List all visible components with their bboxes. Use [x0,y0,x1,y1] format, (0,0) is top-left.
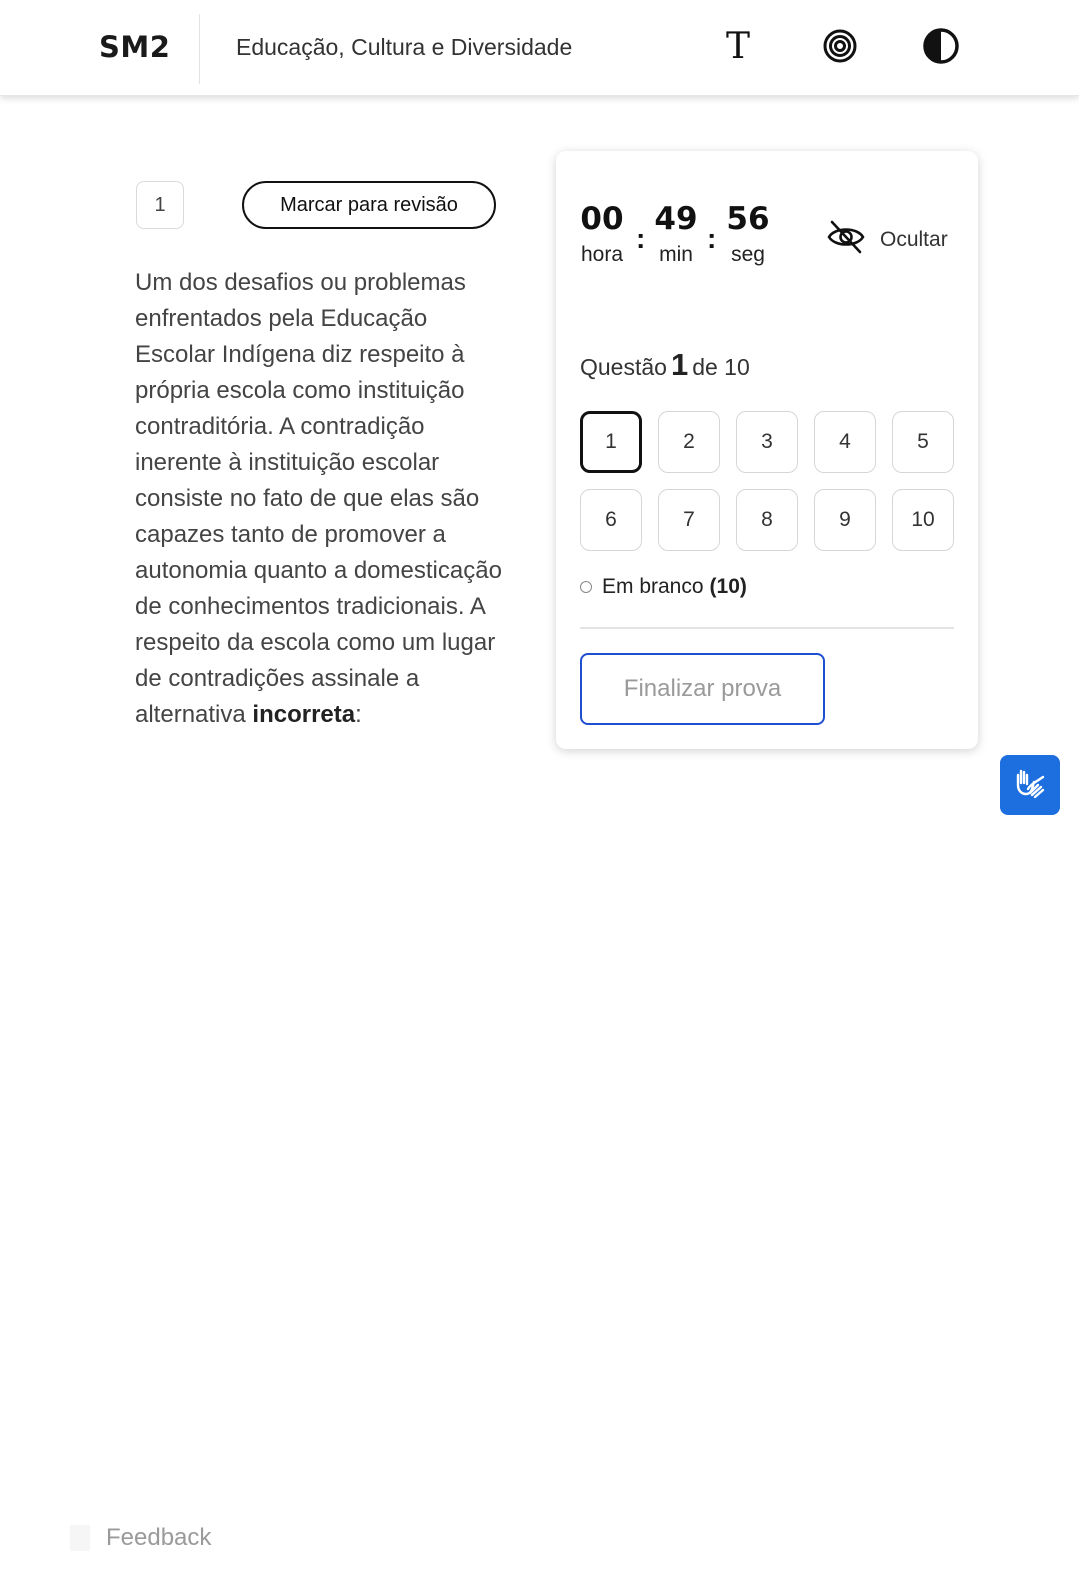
question-text-end: : [355,701,362,728]
feedback-label: Feedback [106,1524,212,1551]
timer-separator: : [636,223,646,254]
progress-prefix: Questão [580,354,667,380]
blank-questions-legend [580,575,747,599]
hide-timer-button[interactable] [826,219,948,260]
finish-exam-button[interactable]: Finalizar prova [580,653,825,725]
feedback-icon [70,1525,90,1551]
timer-hours [578,201,626,267]
question-nav-button[interactable]: 5 [892,411,954,473]
blank-status-dot-icon [580,581,592,593]
exam-side-panel [556,151,978,749]
timer-minutes-label: min [659,243,693,266]
brand-logo: SM2 [99,30,171,64]
blank-label: Em branco [602,575,704,598]
question-nav-button[interactable]: 8 [736,489,798,551]
font-size-icon[interactable]: T [725,25,750,67]
question-text-main: Um dos desafios ou problemas enfrentados pela Educação Escolar Indígena diz respeito à própria escola como instituição contraditória. A contradição inerente à instituição escolar consiste no fato de que elas são capazes tanto de promover a autonomia quanto a domesticação de conhecimentos tradicionais. A respeito da escola como um lugar de contradições assinale a alternativa [135,269,502,728]
timer-minutes [654,201,698,267]
blank-count: (10) [709,575,747,598]
hide-timer-label: Ocultar [880,227,948,251]
header-divider [199,14,200,84]
timer-hours-label: hora [580,243,624,266]
question-statement [135,265,505,733]
mark-for-review-button[interactable]: Marcar para revisão [242,181,496,229]
timer-hours-value: 00 [580,201,624,237]
timer-seconds [726,201,770,267]
question-nav-button[interactable]: 6 [580,489,642,551]
question-text-bold: incorreta [252,701,356,728]
contrast-icon[interactable] [921,26,961,66]
progress-current: 1 [670,347,689,382]
question-nav-button[interactable]: 7 [658,489,720,551]
question-nav-button[interactable]: 9 [814,489,876,551]
target-icon[interactable] [820,26,860,66]
timer-seconds-label: seg [731,243,765,266]
question-nav-button[interactable]: 4 [814,411,876,473]
top-header [0,0,1079,96]
question-number-badge: 1 [136,181,184,229]
course-title: Educação, Cultura e Diversidade [236,34,573,60]
eye-off-icon [826,219,866,260]
timer-minutes-value: 49 [654,201,698,237]
question-nav-button[interactable]: 1 [580,411,642,473]
timer-seconds-value: 56 [726,201,770,237]
sign-language-hands-icon [1010,763,1050,808]
panel-divider [580,627,954,629]
feedback-link[interactable] [70,1524,211,1552]
question-nav-button[interactable]: 2 [658,411,720,473]
question-progress [580,347,750,383]
question-nav-button[interactable]: 10 [892,489,954,551]
question-nav-button[interactable]: 3 [736,411,798,473]
progress-suffix: de 10 [692,354,750,380]
sign-language-button[interactable] [1000,755,1060,815]
timer-separator: : [707,223,717,254]
